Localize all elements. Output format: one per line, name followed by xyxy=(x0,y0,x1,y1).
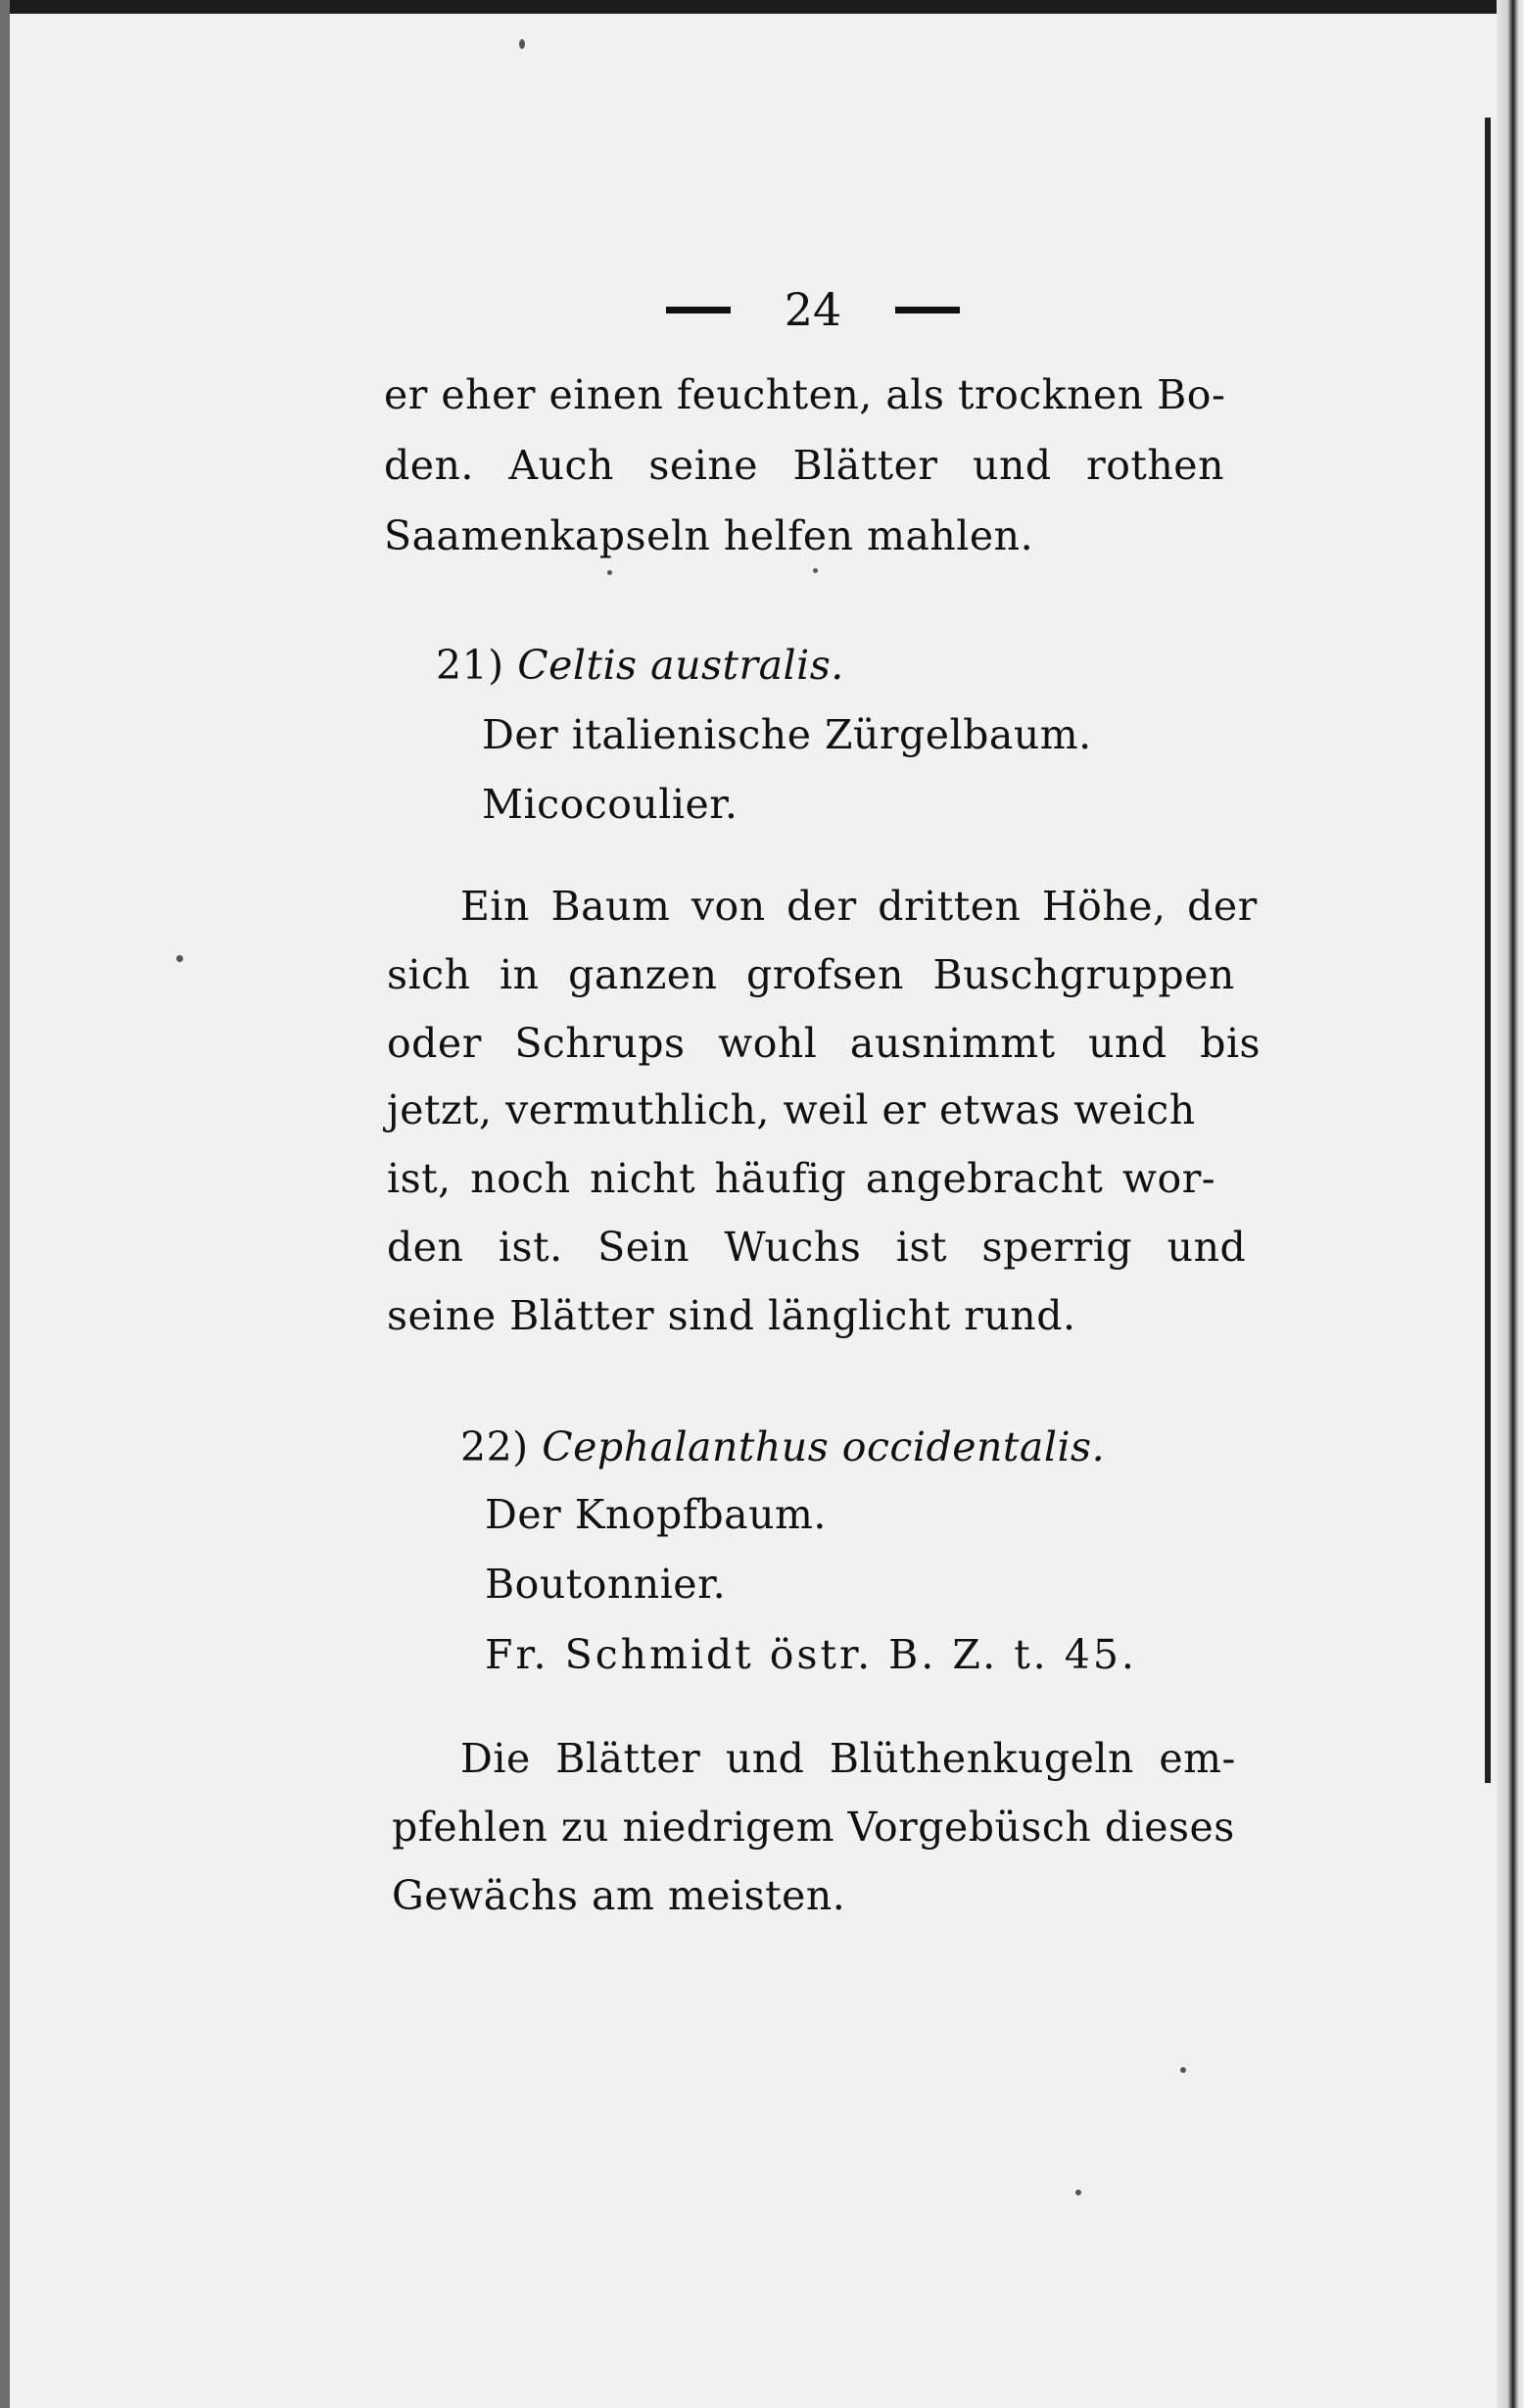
dust-speck xyxy=(1180,2067,1186,2073)
dash-left xyxy=(666,307,731,313)
latin-name: Cephalanthus occidentalis. xyxy=(542,1423,1106,1470)
text-line xyxy=(384,370,1246,419)
dust-speck xyxy=(813,568,818,573)
binding-shadow xyxy=(1485,118,1491,1783)
german-name: Der Knopfbaum. xyxy=(485,1491,827,1538)
text-line: Saamenkapseln helfen mahlen. xyxy=(384,512,1034,559)
french-name: Micocoulier. xyxy=(482,781,738,828)
german-name: Der italienische Zürgelbaum. xyxy=(482,711,1092,758)
paragraph-line: pfehlen zu niedrigem Vorgebüsch dieses xyxy=(392,1804,1235,1851)
entry-heading xyxy=(460,1422,1105,1471)
page-right-edge xyxy=(1497,0,1524,2408)
french-name: Boutonnier. xyxy=(485,1561,727,1608)
latin-name: Celtis australis. xyxy=(517,642,844,689)
entry-number: 21) xyxy=(436,642,504,689)
paragraph-line: Gewächs am meisten. xyxy=(392,1872,846,1919)
paragraph-line: oder Schrups wohl ausnimmt und bis xyxy=(387,1020,1262,1067)
page-left-edge xyxy=(0,0,10,2408)
dust-speck xyxy=(607,570,612,575)
entry-number: 22) xyxy=(460,1423,529,1470)
page-top-edge xyxy=(0,0,1524,14)
dust-speck xyxy=(519,39,525,49)
line-text: er eher einen feuchten, als trocknen Bo- xyxy=(384,371,1226,418)
paragraph-line: Ein Baum von der dritten Höhe, der xyxy=(460,883,1258,930)
dust-speck xyxy=(1075,2190,1081,2195)
text-line: den. Auch seine Blätter und rothen xyxy=(384,442,1224,489)
reference-line: Fr. Schmidt östr. B. Z. t. 45. xyxy=(485,1631,1137,1678)
paragraph-line: ist, noch nicht häufig angebracht wor- xyxy=(387,1155,1216,1202)
dash-right xyxy=(895,307,960,313)
entry-heading xyxy=(436,641,844,690)
paragraph-line: seine Blätter sind länglicht rund. xyxy=(387,1292,1076,1339)
paragraph-line: den ist. Sein Wuchs ist sperrig und xyxy=(387,1224,1247,1271)
paragraph-line: sich in ganzen grofsen Buschgruppen xyxy=(387,951,1235,998)
paragraph-line: jetzt, vermuthlich, weil er etwas weich xyxy=(387,1086,1196,1133)
page-number: 24 xyxy=(784,283,842,336)
dust-speck xyxy=(176,955,183,962)
paragraph-line: Die Blätter und Blüthenkugeln em- xyxy=(460,1735,1236,1782)
page-number-header xyxy=(666,280,960,339)
